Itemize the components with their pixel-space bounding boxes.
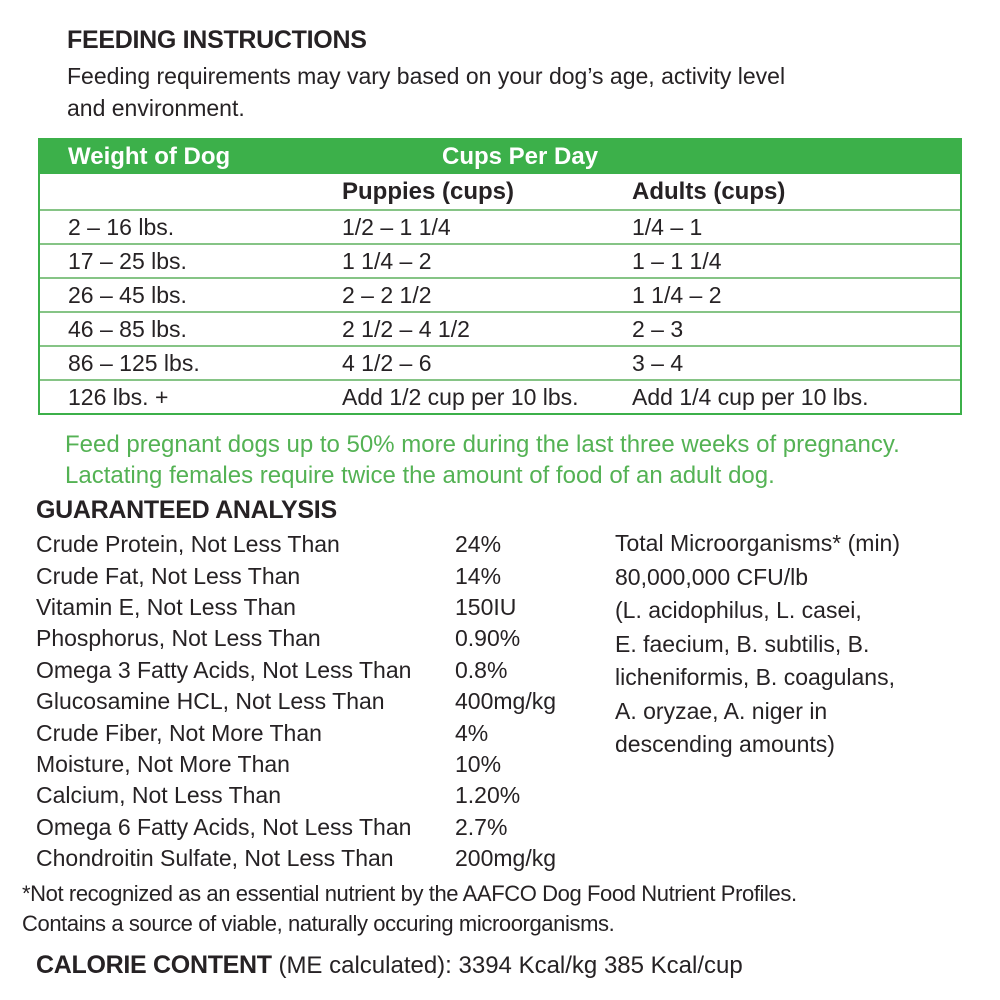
guaranteed-analysis-title: GUARANTEED ANALYSIS xyxy=(36,496,337,524)
analysis-value: 200mg/kg xyxy=(455,845,557,872)
micro-line: 80,000,000 CFU/lb xyxy=(615,563,809,590)
list-item xyxy=(36,623,556,654)
list-item xyxy=(36,717,556,748)
pregnancy-note xyxy=(65,429,900,491)
header-weight-of-dog: Weight of Dog xyxy=(68,143,231,170)
row-adults: 3 – 4 xyxy=(632,349,684,376)
micro-line: licheniformis, B. coagulans, xyxy=(615,664,895,690)
micro-line: descending amounts) xyxy=(615,731,835,757)
list-item xyxy=(36,780,556,811)
row-weight: 26 – 45 lbs. xyxy=(68,281,187,308)
row-puppies: 2 1/2 – 4 1/2 xyxy=(342,315,470,342)
analysis-label: Crude Fat, Not Less Than xyxy=(36,562,301,589)
table-row xyxy=(40,379,960,413)
analysis-label: Omega 6 Fatty Acids, Not Less Than xyxy=(36,813,412,840)
row-weight: 46 – 85 lbs. xyxy=(68,315,187,342)
analysis-label: Moisture, Not More Than xyxy=(36,750,290,777)
analysis-value: 4% xyxy=(455,719,489,746)
list-item xyxy=(36,592,556,623)
row-puppies: 2 – 2 1/2 xyxy=(342,281,432,308)
row-adults: 1 1/4 – 2 xyxy=(632,281,722,308)
micro-line: A. oryzae, A. niger in xyxy=(615,697,828,724)
row-adults: 2 – 3 xyxy=(632,315,684,342)
row-adults: Add 1/4 cup per 10 lbs. xyxy=(632,383,869,410)
feeding-instructions-title: FEEDING INSTRUCTIONS xyxy=(67,26,367,54)
feeding-table xyxy=(38,138,962,415)
analysis-label: Crude Protein, Not Less Than xyxy=(36,531,340,558)
analysis-label: Vitamin E, Not Less Than xyxy=(36,593,296,620)
calorie-content-value: (ME calculated): 3394 Kcal/kg 385 Kcal/cup xyxy=(271,952,743,979)
analysis-value: 0.8% xyxy=(455,656,508,683)
analysis-label: Phosphorus, Not Less Than xyxy=(36,625,321,652)
header-cups-per-day: Cups Per Day xyxy=(442,143,599,170)
pregnancy-note-line1: Feed pregnant dogs up to 50% more during the last three weeks of pregnancy. xyxy=(65,431,900,458)
feeding-intro-line1: Feeding requirements may vary based on your dog’s age, activity level xyxy=(67,63,786,89)
footnote-line2: Contains a source of viable, naturally occuring microorganisms. xyxy=(22,911,615,936)
analysis-value: 1.20% xyxy=(455,782,521,809)
feeding-intro xyxy=(67,60,785,124)
list-item xyxy=(36,812,556,843)
list-item xyxy=(36,655,556,686)
analysis-label: Glucosamine HCL, Not Less Than xyxy=(36,688,385,715)
row-puppies: 1/2 – 1 1/4 xyxy=(342,213,451,240)
row-weight: 126 lbs. + xyxy=(68,383,169,410)
row-puppies: Add 1/2 cup per 10 lbs. xyxy=(342,383,579,410)
footnote-line1: *Not recognized as an essential nutrient by the AAFCO Dog Food Nutrient Profiles. xyxy=(22,881,797,906)
micro-line: Total Microorganisms* (min) xyxy=(615,530,901,556)
table-row xyxy=(40,345,960,379)
row-puppies: 4 1/2 – 6 xyxy=(342,349,432,376)
row-weight: 17 – 25 lbs. xyxy=(68,247,187,274)
table-row xyxy=(40,277,960,311)
subheader-puppies: Puppies (cups) xyxy=(342,177,515,205)
analysis-value: 150IU xyxy=(455,593,517,620)
analysis-value: 10% xyxy=(455,750,502,777)
analysis-label: Calcium, Not Less Than xyxy=(36,782,282,809)
list-item xyxy=(36,843,556,874)
calorie-content-title: CALORIE CONTENT xyxy=(36,951,272,979)
analysis-value: 2.7% xyxy=(455,813,508,840)
row-puppies: 1 1/4 – 2 xyxy=(342,247,432,274)
analysis-label: Crude Fiber, Not More Than xyxy=(36,719,322,746)
table-row xyxy=(40,209,960,243)
analysis-label: Chondroitin Sulfate, Not Less Than xyxy=(36,845,394,872)
feeding-table-subheader xyxy=(40,174,960,209)
row-weight: 86 – 125 lbs. xyxy=(68,349,200,376)
table-row xyxy=(40,243,960,277)
microorganisms-block xyxy=(615,527,900,762)
analysis-label: Omega 3 Fatty Acids, Not Less Than xyxy=(36,656,412,683)
analysis-value: 400mg/kg xyxy=(455,688,557,715)
list-item xyxy=(36,560,556,591)
analysis-value: 0.90% xyxy=(455,625,521,652)
list-item xyxy=(36,529,556,560)
subheader-adults: Adults (cups) xyxy=(632,177,786,205)
micro-line: E. faecium, B. subtilis, B. xyxy=(615,630,870,657)
feeding-table-header xyxy=(40,140,960,174)
guaranteed-analysis-list xyxy=(36,529,556,874)
micro-line: (L. acidophilus, L. casei, xyxy=(615,597,862,623)
calorie-content xyxy=(36,951,743,980)
row-adults: 1 – 1 1/4 xyxy=(632,247,722,274)
feeding-intro-line2: and environment. xyxy=(67,95,245,121)
aafco-footnote xyxy=(22,879,797,939)
pregnancy-note-line2: Lactating females require twice the amount of food of an adult dog. xyxy=(65,462,775,489)
table-row xyxy=(40,311,960,345)
row-adults: 1/4 – 1 xyxy=(632,213,703,240)
analysis-value: 14% xyxy=(455,562,502,589)
row-weight: 2 – 16 lbs. xyxy=(68,213,175,240)
analysis-value: 24% xyxy=(455,531,502,558)
list-item xyxy=(36,749,556,780)
list-item xyxy=(36,686,556,717)
